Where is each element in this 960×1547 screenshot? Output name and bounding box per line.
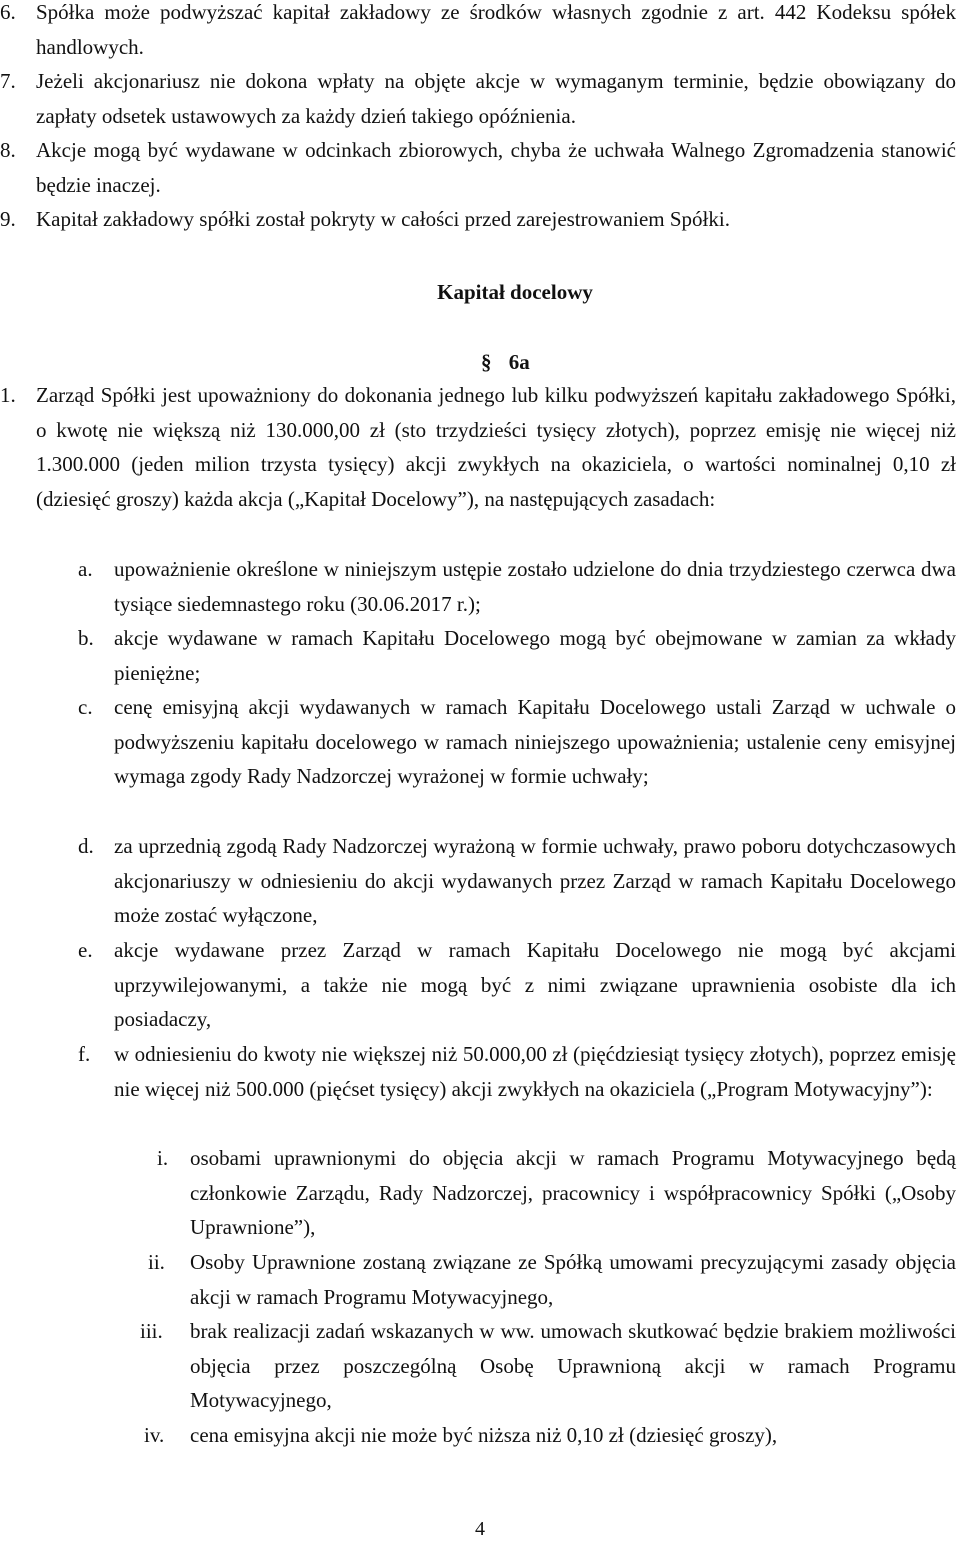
sub-sub-item-text: brak realizacji zadań wskazanych w ww. umowach skutkować będzie brakiem możliwości objęcia przez poszczególną Osobę Uprawnioną akcji w ramach Programu Motywacyjnego, xyxy=(190,1319,956,1413)
paragraph-number: 6a xyxy=(508,350,530,374)
sub-item-text: cenę emisyjną akcji wydawanych w ramach Kapitału Docelowego ustali Zarząd w uchwale o podwyższeniu kapitału docelowego w ramach niniejszego upoważnienia; ustalenie ceny emisyjnej wymaga zgody Rady Nadzorczej wyrażonej w formie uchwały; xyxy=(114,695,956,789)
sub-item-text: upoważnienie określone w niniejszym ustępie zostało udzielone do dnia trzydziestego czerwca dwa tysiące siedemnastego roku (30.06.2017 r.); xyxy=(114,557,956,616)
list-item-label: 1. xyxy=(0,383,16,407)
paragraph-heading xyxy=(481,345,530,380)
paragraph-sign: § xyxy=(481,350,492,374)
sub-sub-item-text: Osoby Uprawnione zostaną związane ze Spółką umowami precyzującymi zasady objęcia akcji w ramach Programu Motywacyjnego, xyxy=(190,1250,956,1309)
sub-item-text: akcje wydawane przez Zarząd w ramach Kapitału Docelowego nie mogą być akcjami uprzywilejowanymi, a także nie mogą być z nimi związane uprawnienia osobiste dla ich posiadaczy, xyxy=(114,938,956,1032)
list-item-label: 8. xyxy=(0,138,16,162)
sub-sub-item-label: ii. xyxy=(148,1250,165,1274)
sub-item-text: w odniesieniu do kwoty nie większej niż 50.000,00 zł (pięćdziesiąt tysięcy złotych), poprzez emisję nie więcej niż 500.000 (pięćset tysięcy) akcji zwykłych na okaziciela („Program Motywacyjny”): xyxy=(114,1042,956,1101)
page-number: 4 xyxy=(475,1518,485,1540)
sub-item-label: b. xyxy=(78,626,94,650)
list-item-text: Jeżeli akcjonariusz nie dokona wpłaty na objęte akcje w wymaganym terminie, będzie obowiązany do zapłaty odsetek ustawowych za każdy dzień takiego opóźnienia. xyxy=(36,69,956,128)
sub-item-label: f. xyxy=(78,1042,91,1066)
sub-sub-item-text: cena emisyjna akcji nie może być niższa niż 0,10 zł (dziesięć groszy), xyxy=(190,1423,778,1447)
list-item-label: 7. xyxy=(0,69,16,93)
sub-item-label: c. xyxy=(78,695,93,719)
sub-item-text: za uprzednią zgodą Rady Nadzorczej wyrażoną w formie uchwały, prawo poboru dotychczasowych akcjonariuszy w odniesieniu do akcji wydawanych przez Zarząd w ramach Kapitału Docelowego może zostać wyłączone, xyxy=(114,834,956,928)
sub-sub-item-label: iii. xyxy=(140,1319,163,1343)
sub-sub-item-label: iv. xyxy=(144,1423,165,1447)
sub-item-label: a. xyxy=(78,557,93,581)
sub-item-label: d. xyxy=(78,834,94,858)
list-item-label: 6. xyxy=(0,0,16,24)
sub-sub-item-text: osobami uprawnionymi do objęcia akcji w ramach Programu Motywacyjnego będą członkowie Zarządu, Rady Nadzorczej, pracownicy i współpracownicy Spółki („Osoby Uprawnione”), xyxy=(190,1146,956,1240)
section-title: Kapitał docelowy xyxy=(437,280,593,304)
list-item-text: Zarząd Spółki jest upoważniony do dokonania jednego lub kilku podwyższeń kapitału zakładowego Spółki, o kwotę nie większą niż 130.000,00 zł (sto trzydzieści tysięcy złotych), poprzez emisję nie więcej niż 1.300.000 (jeden milion trzysta tysięcy) akcji zwykłych na okaziciela, o wartości nominalnej 0,10 zł (dziesięć groszy) każda akcja („Kapitał Docelowy”), na następujących zasadach: xyxy=(36,383,956,511)
list-item-label: 9. xyxy=(0,207,16,231)
list-item-text: Akcje mogą być wydawane w odcinkach zbiorowych, chyba że uchwała Walnego Zgromadzenia stanowić będzie inaczej. xyxy=(36,138,956,197)
sub-item-label: e. xyxy=(78,938,93,962)
sub-sub-item-label: i. xyxy=(157,1146,169,1170)
list-item-text: Spółka może podwyższać kapitał zakładowy ze środków własnych zgodnie z art. 442 Kodeksu spółek handlowych. xyxy=(36,0,956,59)
sub-item-text: akcje wydawane w ramach Kapitału Docelowego mogą być obejmowane w zamian za wkłady pieniężne; xyxy=(114,626,956,685)
list-item-text: Kapitał zakładowy spółki został pokryty w całości przed zarejestrowaniem Spółki. xyxy=(36,207,730,231)
